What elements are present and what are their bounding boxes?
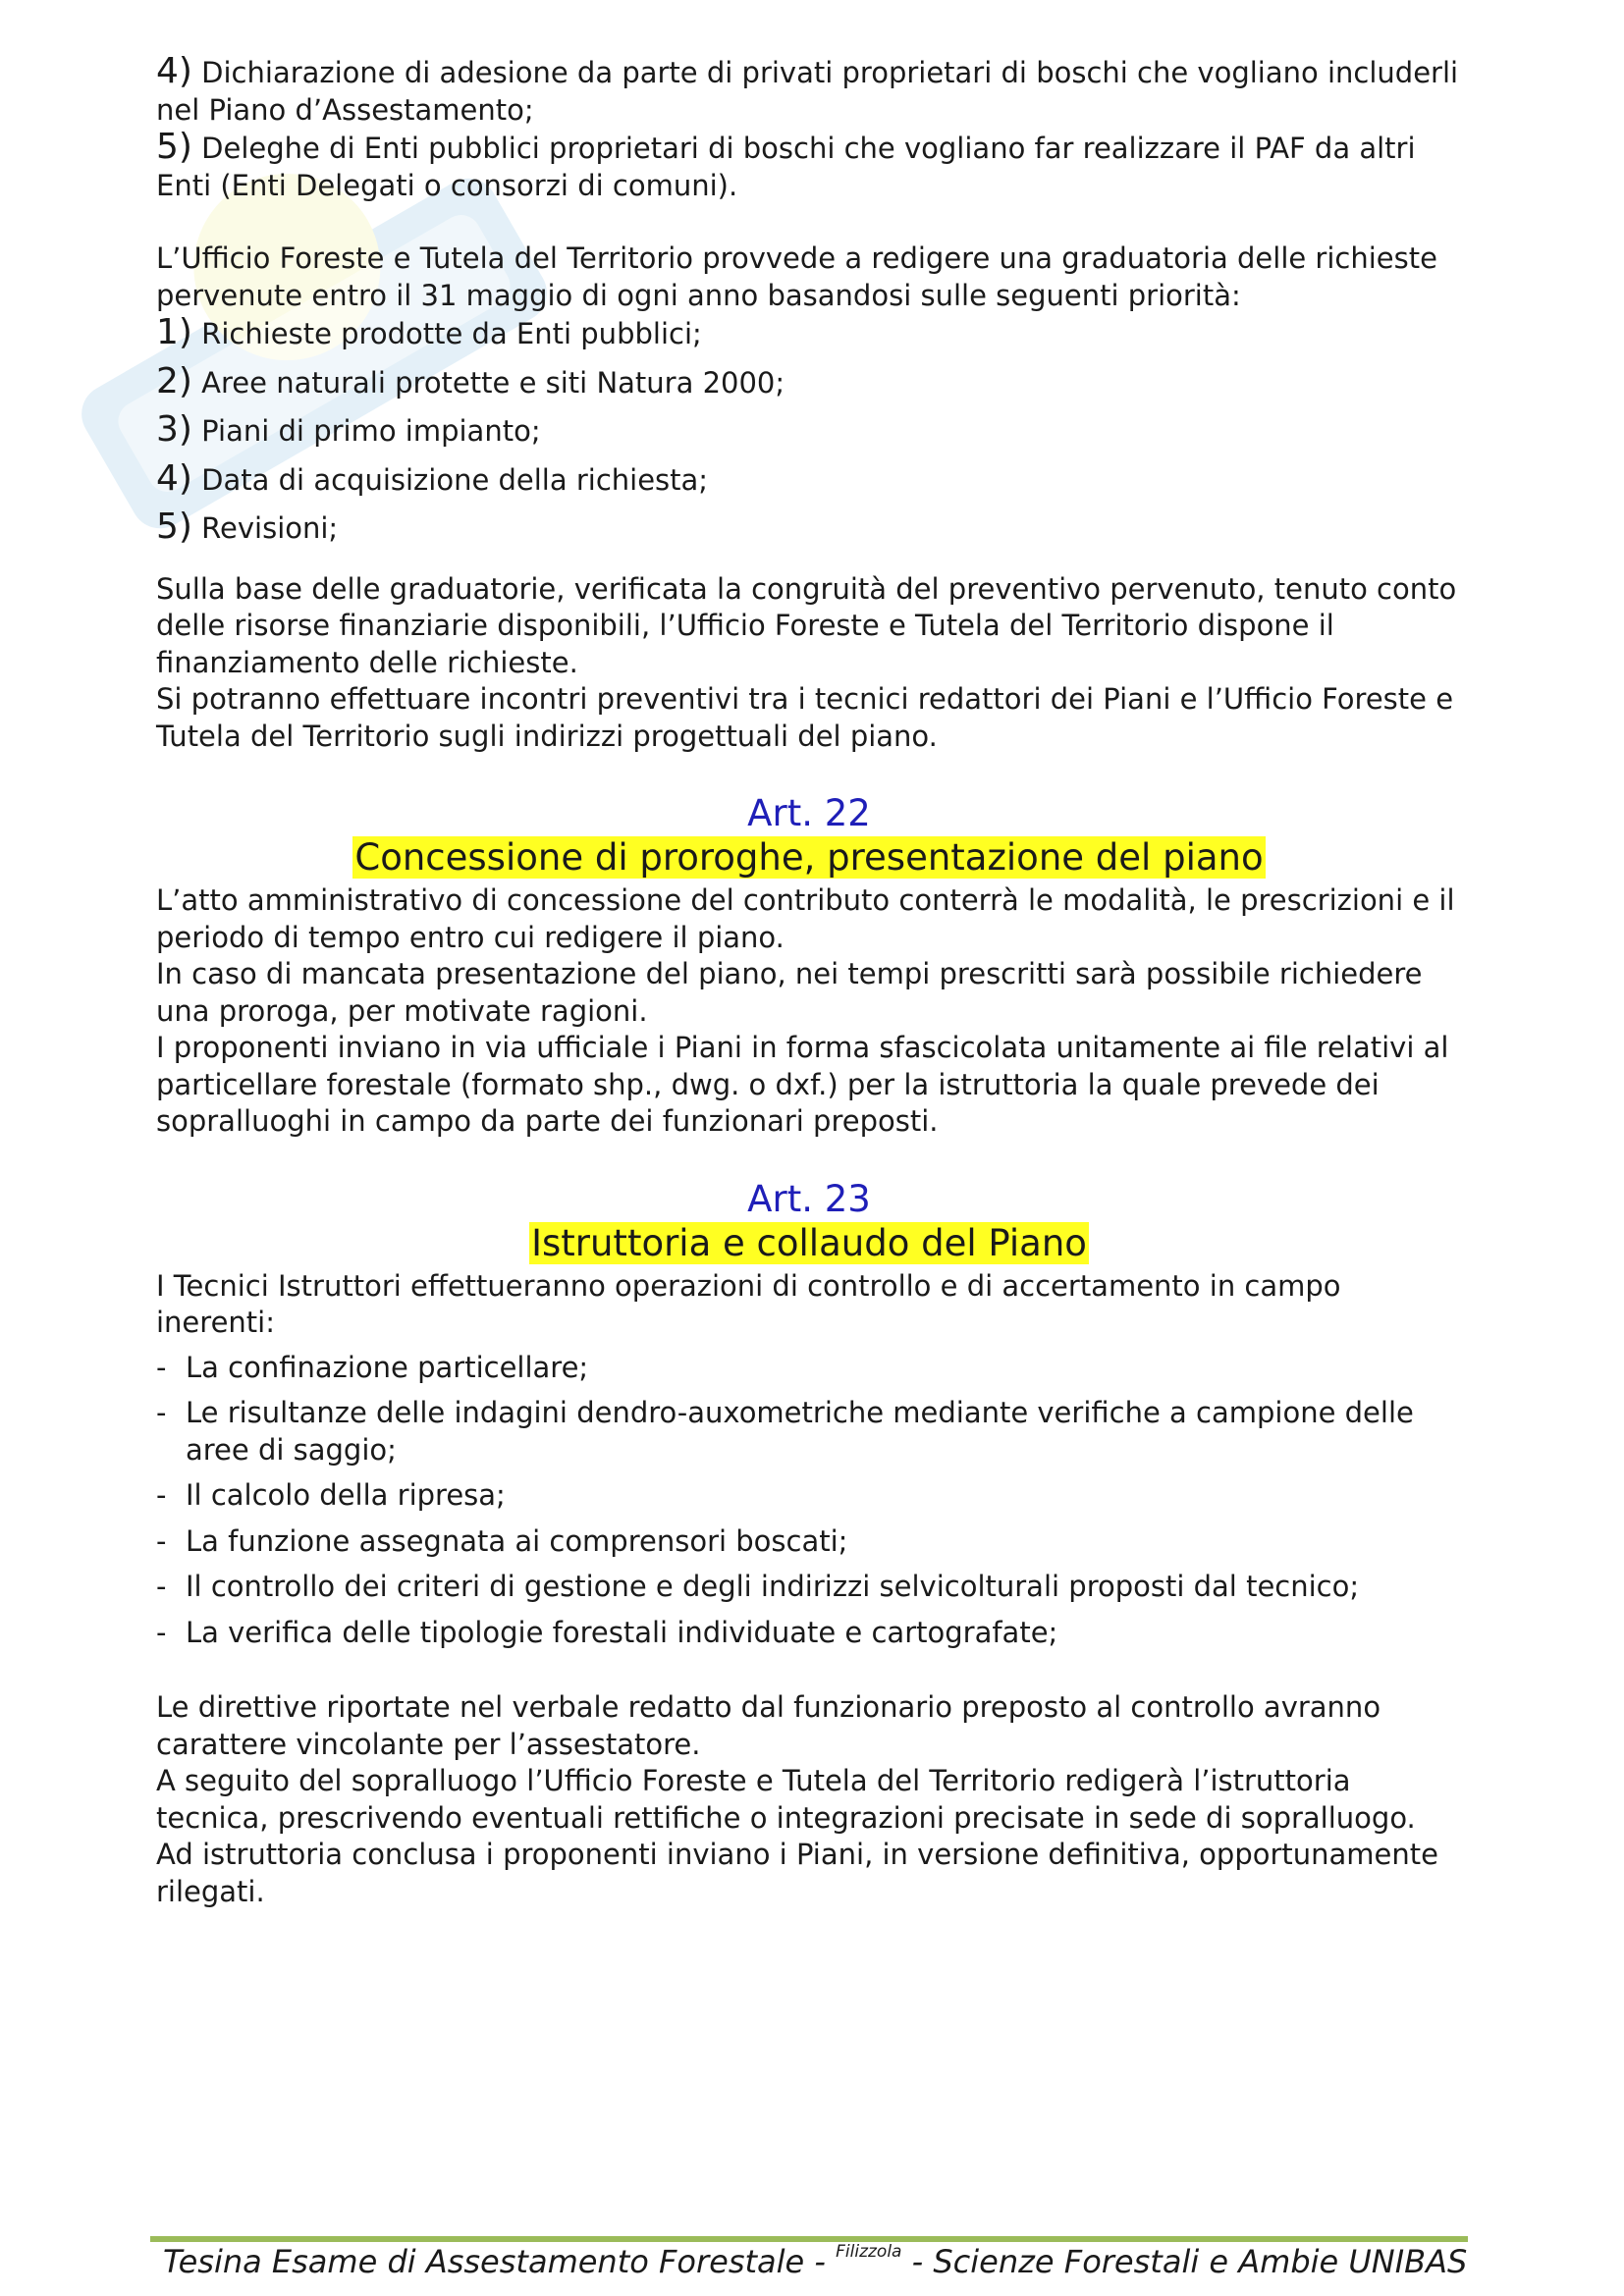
art23-number: Art. 23: [747, 1177, 871, 1220]
list-item: - La funzione assegnata ai comprensori boscati;: [156, 1523, 848, 1558]
art22-number: Art. 22: [747, 792, 871, 834]
priority-item: 3) Piani di primo impianto;: [156, 409, 541, 450]
list-item: - La confinazione particellare;: [156, 1350, 589, 1384]
priority-item: 5) Revisioni;: [156, 507, 339, 547]
priority-item: 2) Aree naturali protette e siti Natura 2000;: [156, 360, 785, 401]
art23-paragraph: A seguito del sopralluogo l’Ufficio Foreste e Tutela del Territorio redigerà l’istruttoria tecnica, prescrivendo eventuali rettifiche o integrazioni precisate in sede di sopralluogo.: [156, 1764, 1416, 1835]
art22-title: Concessione di proroghe, presentazione del piano: [354, 836, 1264, 879]
page-footer: [163, 2242, 1469, 2280]
art23-title: Istruttoria e collaudo del Piano: [531, 1221, 1087, 1264]
intro-item-5: 5) Deleghe di Enti pubblici proprietari di boschi che vogliano far realizzare il PAF da altri Enti (Enti Delegati o consorzi di comuni).: [156, 127, 1416, 202]
art23-bullet-list: [156, 1350, 1462, 1652]
paragraph-base: Sulla base delle graduatorie, verificata la congruità del preventivo pervenuto, tenuto conto delle risorse finanziarie disponibili, l’Ufficio Foreste e Tutela del Territorio dispone il finanziamento delle richieste.: [156, 571, 1457, 679]
footer-left: Tesina Esame di Assestamento Forestale -: [163, 2243, 837, 2280]
footer-author: Filizzola: [836, 2242, 902, 2262]
intro-item-4: 4) Dichiarazione di adesione da parte di privati proprietari di boschi che vogliano includerli nel Piano d’Assestamento;: [156, 51, 1459, 127]
art23-paragraph: Ad istruttoria conclusa i proponenti inviano i Piani, in versione definitiva, opportunamente rilegati.: [156, 1838, 1438, 1908]
priority-list: [156, 314, 1462, 548]
list-item: - La verifica delle tipologie forestali individuate e cartografate;: [156, 1615, 1058, 1649]
art23-paragraph: Le direttive riportate nel verbale redatto dal funzionario preposto al controllo avranno carattere vincolante per l’assestatore.: [156, 1690, 1381, 1761]
paragraph-incontri: Si potranno effettuare incontri preventivi tra i tecnici redattori dei Piani e l’Ufficio Foreste e Tutela del Territorio sugli indirizzi progettuali del piano.: [156, 682, 1454, 753]
art23-intro: I Tecnici Istruttori effettueranno operazioni di controllo e di accertamento in campo inerenti:: [156, 1268, 1341, 1339]
list-item: - Il calcolo della ripresa;: [156, 1478, 506, 1512]
art22-paragraph: L’atto amministrativo di concessione del contributo conterrà le modalità, le prescrizioni e il periodo di tempo entro cui redigere il piano.: [156, 883, 1455, 954]
list-item: - Le risultanze delle indagini dendro-auxometriche mediante verifiche a campione delle aree di saggio;: [156, 1396, 1414, 1467]
list-item: - Il controllo dei criteri di gestione e degli indirizzi selvicolturali proposti dal tecnico;: [156, 1570, 1360, 1603]
priority-item: 4) Data di acquisizione della richiesta;: [156, 457, 709, 499]
footer-right: - Scienze Forestali e Ambie UNIBAS: [901, 2243, 1468, 2280]
art22-paragraph: In caso di mancata presentazione del piano, nei tempi prescritti sarà possibile richiedere una proroga, per motivate ragioni.: [156, 957, 1423, 1028]
priority-item: 1) Richieste prodotte da Enti pubblici;: [156, 312, 702, 352]
intro-list: [156, 53, 1462, 204]
document-page: [156, 53, 1462, 1910]
paragraph-graduatoria: L’Ufficio Foreste e Tutela del Territorio provvede a redigere una graduatoria delle richieste pervenute entro il 31 maggio di ogni anno basandosi sulle seguenti priorità:: [156, 241, 1437, 312]
art22-paragraph: I proponenti inviano in via ufficiale i Piani in forma sfascicolata unitamente ai file relativi al particellare forestale (formato shp., dwg. o dxf.) per la istruttoria la quale prevede dei sopralluoghi in campo da parte dei funzionari preposti.: [156, 1031, 1449, 1138]
